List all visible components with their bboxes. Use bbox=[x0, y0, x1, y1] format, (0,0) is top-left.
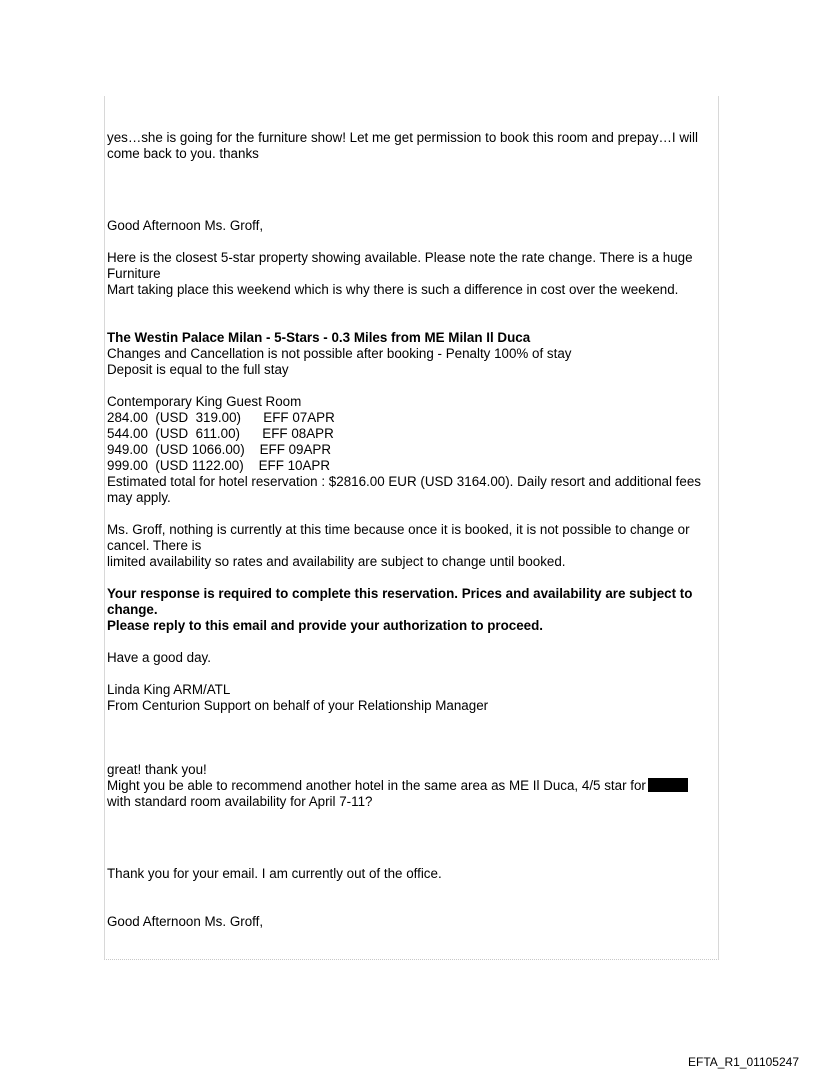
signature-organization: From Centurion Support on behalf of your Relationship Manager bbox=[107, 698, 489, 713]
response-required-notice: Your response is required to complete this reservation. Prices and availability are subject to change. bbox=[107, 586, 693, 617]
availability-note-line-1: Ms. Groff, nothing is currently at this time because once it is booked, it is not possible to change or cancel. There is bbox=[107, 522, 690, 553]
rate-row: 999.00 (USD 1122.00) EFF 10APR bbox=[107, 458, 331, 473]
hotel-name: The Westin Palace Milan - 5-Stars - 0.3 Miles from ME Milan Il Duca bbox=[107, 330, 531, 345]
recommend-request-line-1 bbox=[107, 778, 719, 794]
intro-line-2: Mart taking place this weekend which is why there is such a difference in cost over the weekend. bbox=[107, 282, 679, 297]
email-thread-body bbox=[107, 130, 719, 930]
deposit-policy: Deposit is equal to the full stay bbox=[107, 362, 289, 377]
closing-line: Have a good day. bbox=[107, 650, 211, 665]
recommend-request-text: Might you be able to recommend another hotel in the same area as ME Il Duca, 4/5 star for bbox=[107, 778, 646, 793]
document-id: EFTA_R1_01105247 bbox=[688, 1055, 799, 1069]
intro-line-1: Here is the closest 5-star property showing available. Please note the rate change. There is a huge Furniture bbox=[107, 250, 693, 281]
redaction-block bbox=[648, 778, 688, 792]
rate-row: 544.00 (USD 611.00) EFF 08APR bbox=[107, 426, 334, 441]
reply-message-yes: yes…she is going for the furniture show! Let me get permission to book this room and prepay…I will come back to you. thanks bbox=[107, 130, 698, 161]
rate-row: 284.00 (USD 319.00) EFF 07APR bbox=[107, 410, 335, 425]
signature-name: Linda King ARM/ATL bbox=[107, 682, 231, 697]
cancellation-policy: Changes and Cancellation is not possible after booking - Penalty 100% of stay bbox=[107, 346, 572, 361]
availability-note-line-2: limited availability so rates and availability are subject to change until booked. bbox=[107, 554, 566, 569]
out-of-office-message: Thank you for your email. I am currently out of the office. bbox=[107, 866, 442, 881]
recommend-request-line-2: with standard room availability for April 7-11? bbox=[107, 794, 373, 809]
greeting-second: Good Afternoon Ms. Groff, bbox=[107, 914, 264, 929]
greeting-first: Good Afternoon Ms. Groff, bbox=[107, 218, 264, 233]
rate-row: 949.00 (USD 1066.00) EFF 09APR bbox=[107, 442, 332, 457]
reply-message-great: great! thank you! bbox=[107, 762, 207, 777]
reply-authorization-request: Please reply to this email and provide your authorization to proceed. bbox=[107, 618, 544, 633]
estimated-total: Estimated total for hotel reservation : $2816.00 EUR (USD 3164.00). Daily resort and additional fees may apply. bbox=[107, 474, 701, 505]
room-type: Contemporary King Guest Room bbox=[107, 394, 302, 409]
